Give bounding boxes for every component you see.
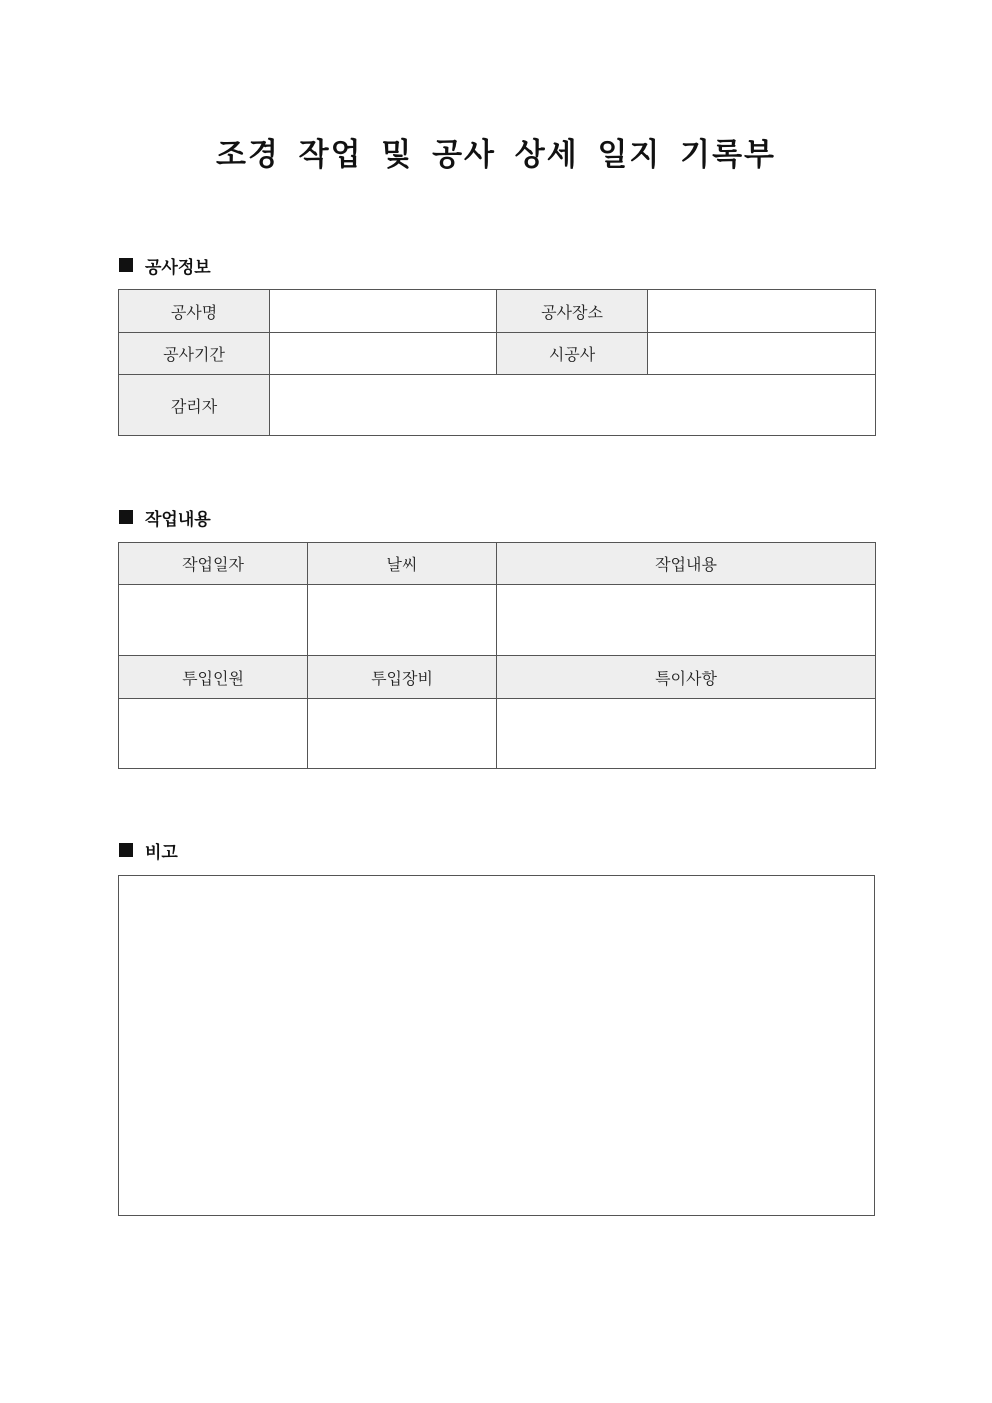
work-date-field[interactable] bbox=[119, 585, 308, 656]
square-bullet-icon bbox=[119, 510, 133, 524]
equipment-label: 투입장비 bbox=[308, 656, 497, 699]
table-row bbox=[119, 699, 876, 769]
weather-field[interactable] bbox=[308, 585, 497, 656]
square-bullet-icon bbox=[119, 258, 133, 272]
table-row bbox=[119, 656, 876, 699]
table-row bbox=[119, 585, 876, 656]
work-content-field[interactable] bbox=[497, 585, 876, 656]
personnel-field[interactable] bbox=[119, 699, 308, 769]
site-field[interactable] bbox=[648, 290, 876, 333]
weather-label: 날씨 bbox=[308, 543, 497, 585]
supervisor-label: 감리자 bbox=[119, 375, 270, 436]
supervisor-field[interactable] bbox=[270, 375, 876, 436]
project-name-field[interactable] bbox=[270, 290, 497, 333]
project-info-heading bbox=[119, 253, 211, 277]
site-label: 공사장소 bbox=[497, 290, 648, 333]
table-row bbox=[119, 333, 876, 375]
contractor-label: 시공사 bbox=[497, 333, 648, 375]
remarks-heading-text: 비고 bbox=[145, 842, 178, 863]
personnel-label: 투입인원 bbox=[119, 656, 308, 699]
project-info-table bbox=[118, 289, 876, 436]
document-title: 조경 작업 및 공사 상세 일지 기록부 bbox=[216, 137, 776, 173]
contractor-field[interactable] bbox=[648, 333, 876, 375]
period-field[interactable] bbox=[270, 333, 497, 375]
period-label: 공사기간 bbox=[119, 333, 270, 375]
work-content-label: 작업내용 bbox=[497, 543, 876, 585]
remarks-heading bbox=[119, 838, 178, 862]
table-row bbox=[119, 290, 876, 333]
equipment-field[interactable] bbox=[308, 699, 497, 769]
table-row bbox=[119, 375, 876, 436]
work-date-label: 작업일자 bbox=[119, 543, 308, 585]
table-row bbox=[119, 543, 876, 585]
notes-label: 특이사항 bbox=[497, 656, 876, 699]
project-name-label: 공사명 bbox=[119, 290, 270, 333]
work-details-heading bbox=[119, 505, 211, 529]
notes-field[interactable] bbox=[497, 699, 876, 769]
work-details-table bbox=[118, 542, 876, 769]
project-info-heading-text: 공사정보 bbox=[145, 257, 211, 278]
work-details-heading-text: 작업내용 bbox=[145, 509, 211, 530]
remarks-field[interactable] bbox=[118, 875, 875, 1216]
square-bullet-icon bbox=[119, 843, 133, 857]
